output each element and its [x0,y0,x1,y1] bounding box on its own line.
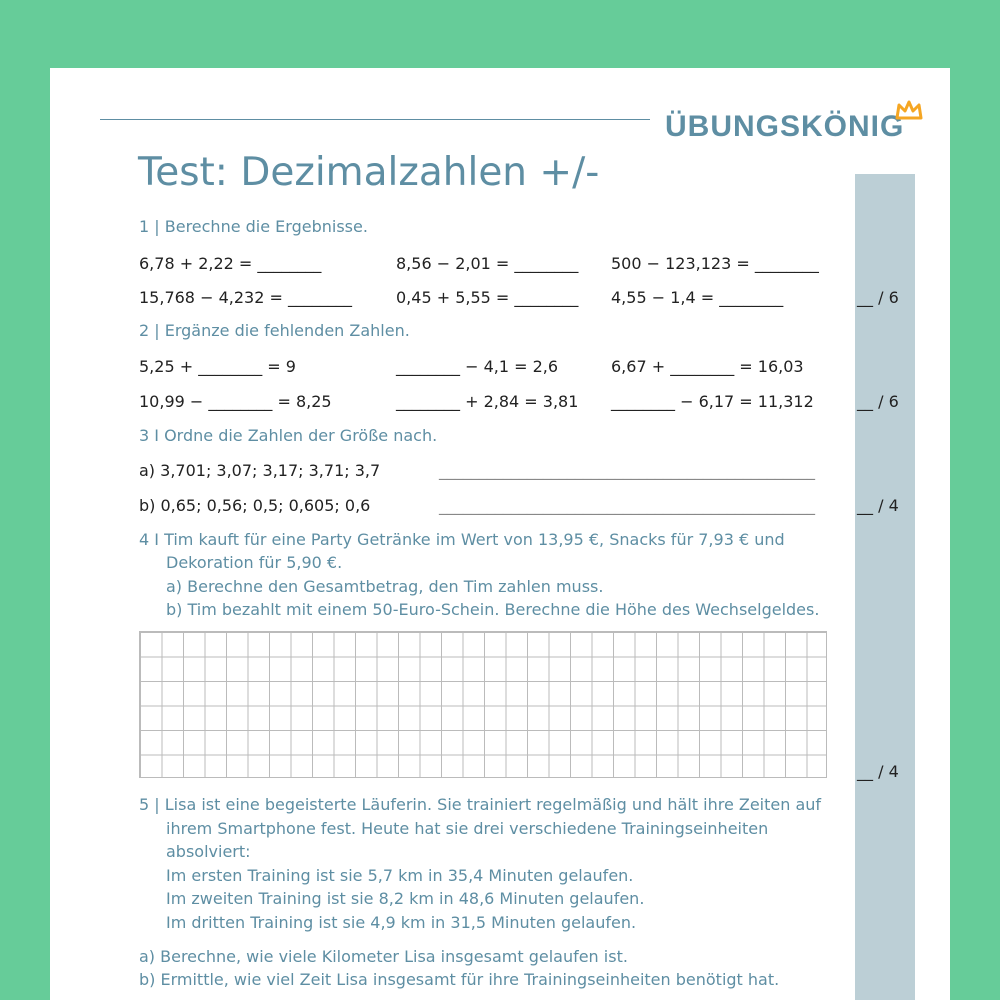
task5-question-b: b) Ermittle, wie viel Zeit Lisa insgesamt für ihre Trainingseinheiten benötigt hat. [139,970,780,989]
page-title: Test: Dezimalzahlen +/- [138,150,600,195]
task2-equation: 5,25 + ________ = 9 [139,357,296,376]
task2-heading: 2 | Ergänze die fehlenden Zahlen. [139,321,410,340]
task1-equation: 4,55 − 1,4 = ________ [611,288,784,307]
task1-equation: 500 − 123,123 = ________ [611,254,819,273]
task2-equation: 6,67 + ________ = 16,03 [611,357,804,376]
task5-text: absolviert: [166,842,251,861]
crown-icon [895,100,923,120]
task3-answer-line-a: _______________________________________________ [439,461,815,480]
task4-heading: 4 I Tim kauft für eine Party Getränke im Wert von 13,95 €, Snacks für 7,93 € und [139,530,785,549]
task1-equation: 6,78 + 2,22 = ________ [139,254,322,273]
task3-score: __ / 4 [857,496,899,515]
task5-question-a: a) Berechne, wie viele Kilometer Lisa insgesamt gelaufen ist. [139,947,628,966]
task4-question-a: a) Berechne den Gesamtbetrag, den Tim zahlen muss. [166,577,604,596]
task2-equation: ________ − 6,17 = 11,312 [611,392,814,411]
task2-equation: 10,99 − ________ = 8,25 [139,392,332,411]
task5-heading: 5 | Lisa ist eine begeisterte Läuferin. Sie trainiert regelmäßig und hält ihre Zeiten auf [139,795,822,814]
task3-sequence-a: a) 3,701; 3,07; 3,17; 3,71; 3,7 [139,461,381,480]
task4-text: Dekoration für 5,90 €. [166,553,343,572]
task5-text: Im ersten Training ist sie 5,7 km in 35,4 Minuten gelaufen. [166,866,634,885]
task1-equation: 8,56 − 2,01 = ________ [396,254,579,273]
task2-score: __ / 6 [857,392,899,411]
task2-equation: ________ − 4,1 = 2,6 [396,357,559,376]
task1-heading: 1 | Berechne die Ergebnisse. [139,217,368,236]
task3-heading: 3 I Ordne die Zahlen der Größe nach. [139,426,438,445]
worksheet-page [50,68,950,1000]
task3-answer-line-b: _______________________________________________ [439,496,815,515]
task4-score: __ / 4 [857,762,899,781]
calculation-grid [139,631,827,778]
task2-equation: ________ + 2,84 = 3,81 [396,392,579,411]
task1-equation: 15,768 − 4,232 = ________ [139,288,352,307]
brand-logo: ÜBUNGSKÖNIG [665,110,905,143]
task1-equation: 0,45 + 5,55 = ________ [396,288,579,307]
task3-sequence-b: b) 0,65; 0,56; 0,5; 0,605; 0,6 [139,496,371,515]
task1-score: __ / 6 [857,288,899,307]
task5-text: ihrem Smartphone fest. Heute hat sie drei verschiedene Trainingseinheiten [166,819,769,838]
task5-text: Im dritten Training ist sie 4,9 km in 31,5 Minuten gelaufen. [166,913,637,932]
task4-question-b: b) Tim bezahlt mit einem 50-Euro-Schein. Berechne die Höhe des Wechselgeldes. [166,600,820,619]
header-rule [100,119,650,120]
task5-text: Im zweiten Training ist sie 8,2 km in 48,6 Minuten gelaufen. [166,889,645,908]
